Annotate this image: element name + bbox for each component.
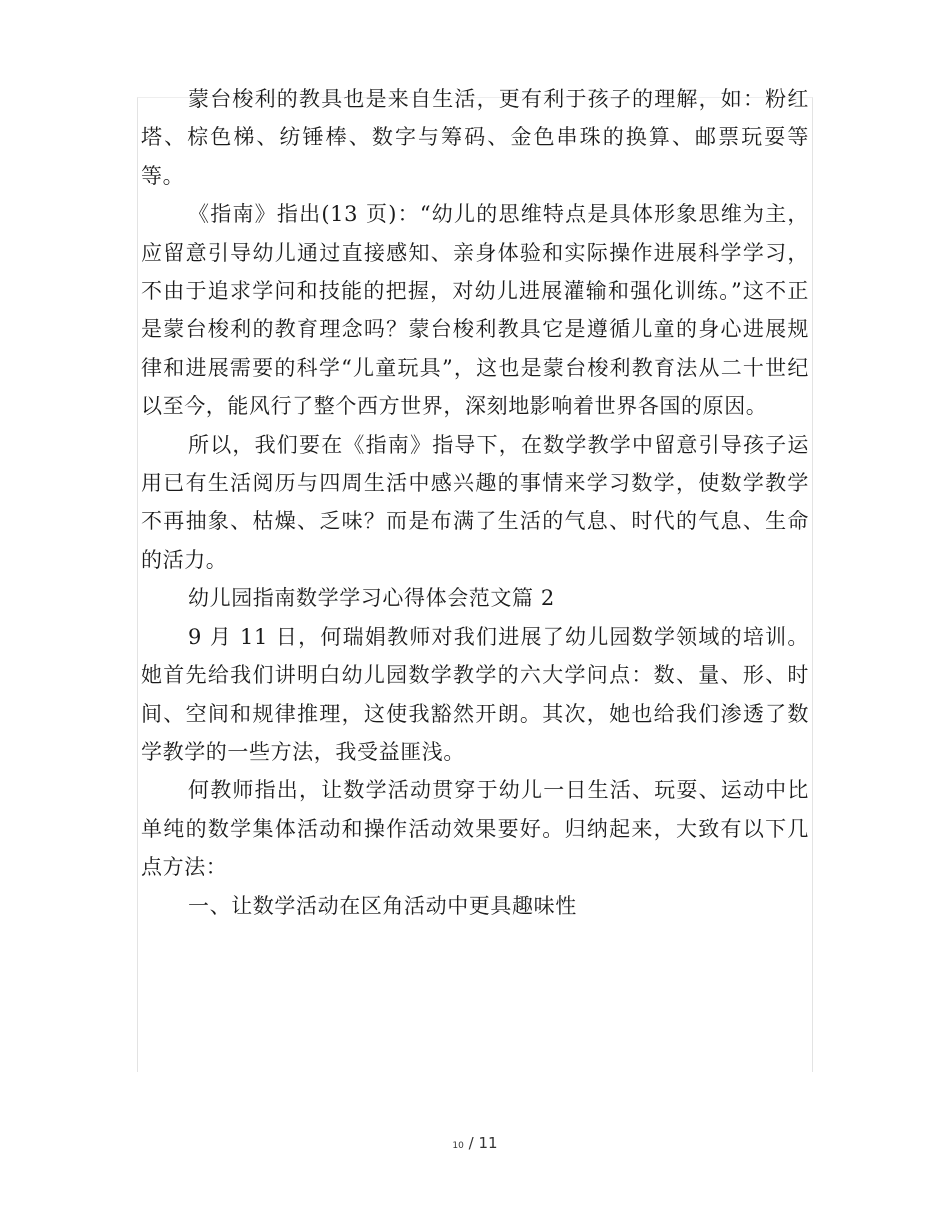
paragraph-guide-quote: 《指南》指出(13 页)：“幼儿的思维特点是具体形象思维为主，应留意引导幼儿通过直接感知、亲身体验和实际操作进展科学学习，不由于追求学问和技能的把握，对幼儿进展灌输和强化训练。”这不正是蒙台梭利的教育理念吗？蒙台梭利教具它是遵循儿童的身心进展规律和进展需要的科学“儿童玩具”，这也是蒙台梭利教育法从二十世纪以至今，能风行了整个西方世界，深刻地影响着世界各国的原因。: [141, 202, 809, 419]
total-pages: 11: [478, 1134, 498, 1152]
paragraph-montessori-materials: 蒙台梭利的教具也是来自生活，更有利于孩子的理解，如：粉红塔、棕色梯、纺锤棒、数字与筹码、金色串珠的换算、邮票玩耍等等。: [141, 87, 809, 188]
current-page: 10: [452, 1141, 464, 1151]
paragraph-conclusion: 所以，我们要在《指南》指导下，在数学教学中留意引导孩子运用已有生活阅历与四周生活中感兴趣的事情来学习数学，使数学教学不再抽象、枯燥、乏味？而是布满了生活的气息、时代的气息、生命的活力。: [141, 432, 809, 572]
document-body: [141, 80, 809, 925]
page-separator: /: [463, 1134, 479, 1152]
page-number: [0, 1134, 950, 1152]
subheading-corner-activities: 一、让数学活动在区角活动中更具趣味性: [188, 893, 577, 918]
paragraph-training: 9 月 11 日，何瑞娟教师对我们进展了幼儿园数学领域的培训。她首先给我们讲明白幼儿园数学教学的六大学问点：数、量、形、时间、空间和规律推理，这使我豁然开朗。其次，她也给我们渗透了数学教学的一些方法，我受益匪浅。: [141, 624, 809, 764]
paragraph-methods: 何教师指出，让数学活动贯穿于幼儿一日生活、玩耍、运动中比单纯的数学集体活动和操作活动效果要好。归纳起来，大致有以下几点方法：: [141, 778, 809, 880]
section-heading-essay-2: 幼儿园指南数学学习心得体会范文篇 2: [188, 586, 555, 611]
